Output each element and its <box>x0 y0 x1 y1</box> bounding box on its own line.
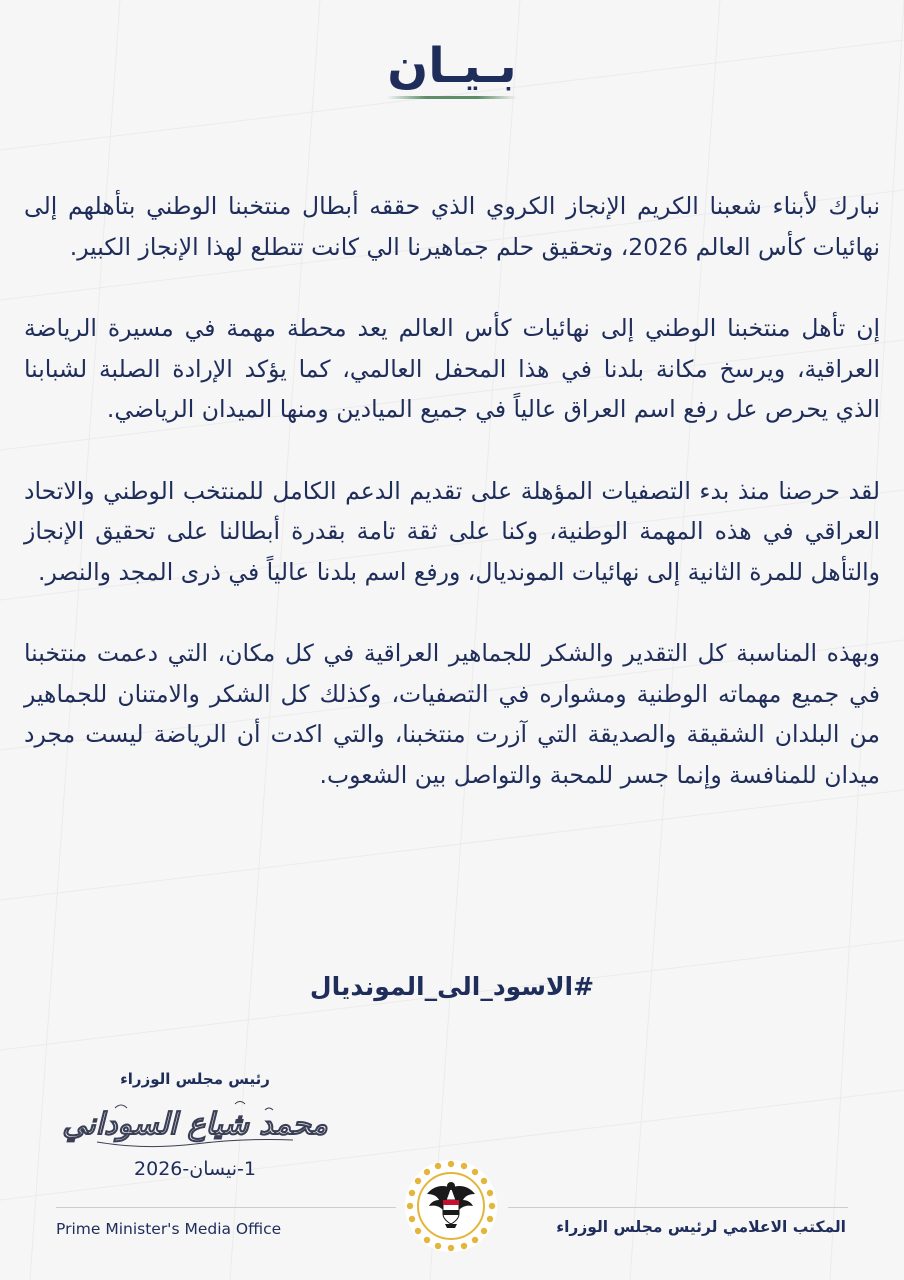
paragraph-2: إن تأهل منتخبنا الوطني إلى نهائيات كأس العالم يعد محطة مهمة في مسيرة الرياضة العراقية، ويرسخ مكانة بلدنا في هذا المحفل العالمي، كما يؤكد الإرادة الصلبة لشبابنا الذي يحرص عل رفع اسم العراق عالياً في جميع الميادين ومنها الميدان الرياضي. <box>24 314 880 423</box>
signature-date: 1-نيسان-2026 <box>134 1158 256 1180</box>
footer-divider-right <box>508 1207 848 1208</box>
footer-office-arabic: المكتب الاعلامي لرئيس مجلس الوزراء <box>556 1218 846 1236</box>
paragraph-3: لقد حرصنا منذ بدء التصفيات المؤهلة على تقديم الدعم الكامل للمنتخب الوطني والاتحاد العراقي في هذه المهمة الوطنية، وكنا على ثقة تامة بقدرة أبطالنا على تحقيق الإنجاز والتأهل للمرة الثانية إلى نهائيات المونديال، ورفع اسم بلدنا عالياً في ذرى المجد والنصر. <box>24 476 880 586</box>
paragraph-4: وبهذه المناسبة كل التقدير والشكر للجماهير العراقية في كل مكان، التي دعمت منتخبنا في جميع مهماته الوطنية ومشواره في التصفيات، وكذلك كل الشكر والامتنان للجماهير من البلدان الشقيقة والصديقة التي آزرت منتخبنا، والتي اكدت أن الرياضة ليست مجرد ميدان للمنافسة وإنما جسر للمحبة والتواصل بين الشعوب. <box>24 639 880 789</box>
title-underline <box>387 96 517 99</box>
signature-name: محمد شياع السوداني <box>62 1107 328 1142</box>
signature-title: رئيس مجلس الوزراء <box>120 1070 270 1088</box>
signature-image <box>62 1094 328 1156</box>
statement-body <box>24 186 880 836</box>
footer-office-english: Prime Minister's Media Office <box>56 1220 282 1238</box>
page-title: بـيـان <box>387 38 517 94</box>
paragraph-1: نبارك لأبناء شعبنا الكريم الإنجاز الكروي الذي حققه أبطال منتخبنا الوطني بتأهلهم إلى نهائيات كأس العالم 2026، وتحقيق حلم جماهيرنا الي كانت تتطلع لهذا الإنجاز الكبير. <box>24 192 880 261</box>
hashtag: #الاسود_الى_المونديال <box>309 972 595 1001</box>
footer-divider-left <box>56 1207 396 1208</box>
iraq-emblem-icon <box>403 1158 499 1254</box>
